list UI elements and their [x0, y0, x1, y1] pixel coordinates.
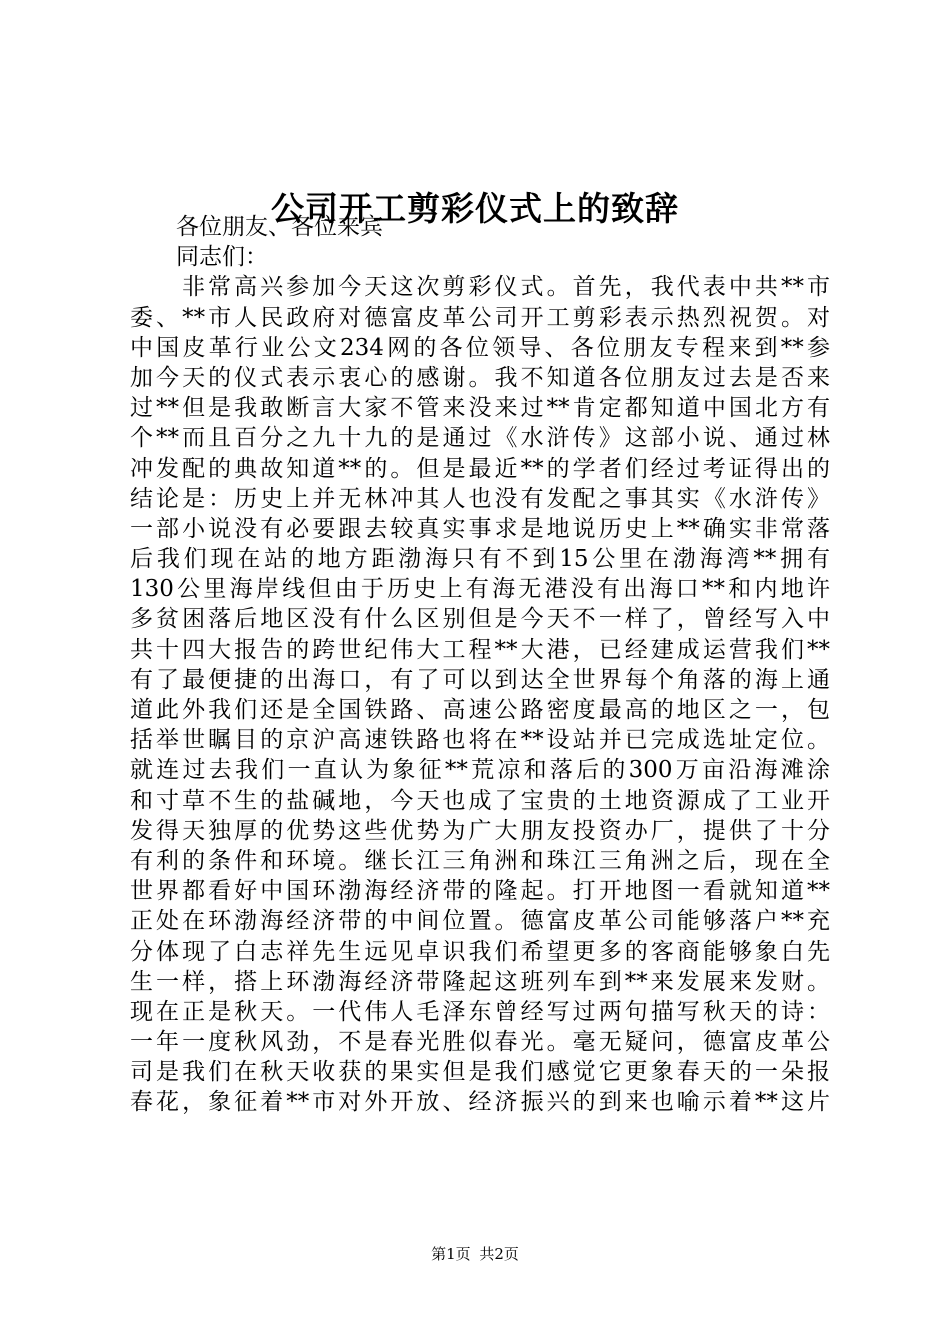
salutation-line: 各位朋友、各位来宾 [176, 214, 383, 240]
document-body [130, 212, 830, 1118]
paragraph-line: 春花，象征着**市对外开放、经济振兴的到来也喻示着**这片 [130, 1089, 830, 1116]
paragraph-line: 冲发配的典故知道**的。但是最近**的学者们经过考证得出的 [130, 455, 830, 482]
paragraph-line: 正处在环渤海经济带的中间位置。德富皮革公司能够落户**充 [130, 908, 830, 935]
paragraph-line: 就连过去我们一直认为象征**荒凉和落后的300万亩沿海滩涂 [130, 757, 830, 784]
paragraph-line: 中国皮革行业公文234网的各位领导、各位朋友专程来到**参 [130, 334, 830, 361]
paragraph-line: 多贫困落后地区没有什么区别但是今天不一样了，曾经写入中 [130, 606, 830, 633]
paragraph-line: 分体现了白志祥先生远见卓识我们希望更多的客商能够象白先 [130, 938, 830, 965]
paragraph-line: 道此外我们还是全国铁路、高速公路密度最高的地区之一，包 [130, 697, 830, 723]
paragraph-line: 后我们现在站的地方距渤海只有不到15公里在渤海湾**拥有 [130, 546, 830, 573]
page-number: 第1页 [431, 1245, 471, 1263]
page-footer [0, 1244, 950, 1264]
paragraph-line: 共十四大报告的跨世纪伟大工程**大港，已经建成运营我们** [130, 636, 830, 663]
paragraph-line: 和寸草不生的盐碱地，今天也成了宝贵的土地资源成了工业开 [130, 787, 830, 814]
paragraph-line: 司是我们在秋天收获的果实但是我们感觉它更象春天的一朵报 [130, 1059, 830, 1086]
paragraph-line: 生一样，搭上环渤海经济带隆起这班列车到**来发展来发财。 [130, 968, 830, 995]
paragraph-line: 发得天独厚的优势这些优势为广大朋友投资办厂，提供了十分 [130, 817, 830, 844]
paragraph-line: 结论是：历史上并无林冲其人也没有发配之事其实《水浒传》 [130, 485, 830, 512]
paragraph-line: 有了最便捷的出海口，有了可以到达全世界每个角落的海上通 [130, 666, 830, 693]
paragraph-line: 括举世瞩目的京沪高速铁路也将在**设站并已完成选址定位。 [130, 727, 830, 754]
paragraph-line: 过**但是我敢断言大家不管来没来过**肯定都知道中国北方有 [130, 395, 830, 422]
paragraph-line: 加今天的仪式表示衷心的感谢。我不知道各位朋友过去是否来 [130, 364, 830, 391]
paragraph-line: 委、**市人民政府对德富皮革公司开工剪彩表示热烈祝贺。对 [130, 304, 830, 331]
paragraph-line: 非常高兴参加今天这次剪彩仪式。首先，我代表中共**市 [182, 274, 830, 301]
paragraph-line: 有利的条件和环境。继长江三角洲和珠江三角洲之后，现在全 [130, 847, 830, 874]
paragraph-line: 个**而且百分之九十九的是通过《水浒传》这部小说、通过林 [130, 425, 830, 452]
paragraph-line: 一年一度秋风劲，不是春光胜似春光。毫无疑问，德富皮革公 [130, 1029, 830, 1056]
paragraph-line: 130公里海岸线但由于历史上有海无港没有出海口**和内地许 [130, 576, 830, 603]
paragraph-line: 现在正是秋天。一代伟人毛泽东曾经写过两句描写秋天的诗： [130, 998, 830, 1025]
page-total: 共2页 [479, 1245, 519, 1263]
salutation-line: 同志们： [176, 244, 268, 271]
paragraph-line: 一部小说没有必要跟去较真实事求是地说历史上**确实非常落 [130, 515, 830, 542]
document-title: 公司开工剪彩仪式上的致辞 [271, 189, 679, 228]
paragraph-line: 世界都看好中国环渤海经济带的隆起。打开地图一看就知道** [130, 878, 830, 905]
